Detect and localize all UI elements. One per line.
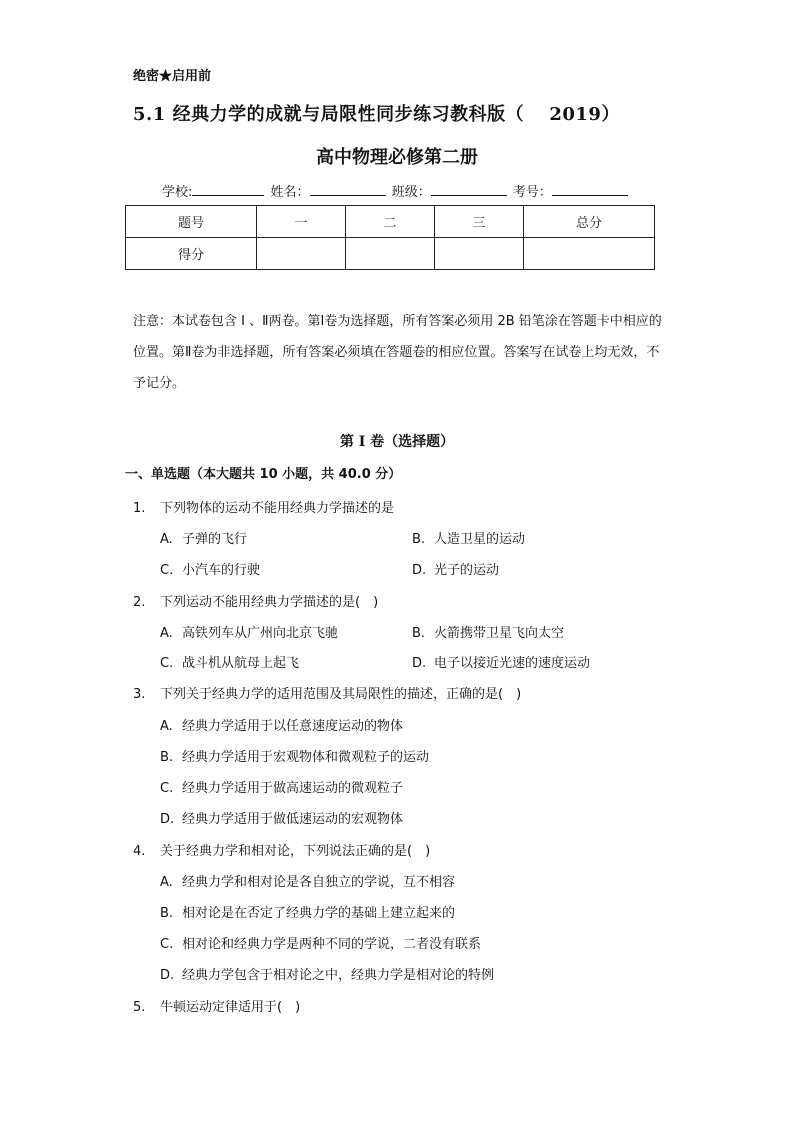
option-c[interactable] [160, 652, 299, 671]
question-3 [133, 683, 521, 702]
option-label: C. [160, 781, 174, 796]
page-subtitle: 高中物理必修第二册 [316, 147, 478, 168]
class-label: 班级： [391, 185, 431, 200]
question-number: 4. [133, 844, 146, 859]
score-cell[interactable] [346, 238, 435, 270]
option-text: 人造卫星的运动 [434, 532, 526, 547]
option-c[interactable] [160, 933, 481, 952]
table-cell: 题号 [126, 206, 257, 238]
table-cell: 总分 [524, 206, 655, 238]
table-cell: 二 [346, 206, 435, 238]
option-b[interactable] [412, 528, 525, 547]
option-label: C. [160, 937, 174, 952]
score-table [125, 205, 655, 270]
option-label: B. [160, 750, 174, 765]
option-text: 经典力学适用于做高速运动的微观粒子 [182, 781, 404, 796]
notice-text: 注意：本试卷包含 Ⅰ 、Ⅱ两卷。第Ⅰ卷为选择题，所有答案必须用 2B 铅笔涂在答题卡中相应的位置。第Ⅱ卷为非选择题，所有答案必须填在答题卷的相应位置。答案写在试卷上均无效，不予记分。 [133, 314, 662, 391]
score-cell[interactable] [257, 238, 346, 270]
section-title: 第 I 卷（选择题） [339, 434, 455, 450]
option-b[interactable] [160, 746, 429, 765]
option-label: D. [412, 563, 427, 578]
class-field[interactable] [431, 183, 507, 196]
option-text: 火箭携带卫星飞向太空 [434, 626, 565, 641]
option-text: 经典力学适用于做低速运动的宏观物体 [182, 812, 404, 827]
name-label: 姓名： [270, 185, 310, 200]
table-cell: 三 [435, 206, 524, 238]
option-label: C. [160, 656, 174, 671]
question-number: 5. [133, 1000, 146, 1015]
question-2 [133, 591, 378, 610]
option-a[interactable] [160, 871, 455, 890]
option-a[interactable] [160, 715, 403, 734]
option-text: 战斗机从航母上起飞 [182, 656, 300, 671]
school-field[interactable] [192, 183, 264, 196]
page-title: 5.1 经典力学的成就与局限性同步练习教科版（ 2019） [133, 104, 620, 125]
question-5 [133, 996, 300, 1015]
option-label: A. [160, 719, 173, 734]
option-label: A. [160, 875, 173, 890]
option-text: 电子以接近光速的速度运动 [434, 656, 591, 671]
option-label: B. [160, 906, 174, 921]
student-info-line [162, 181, 630, 200]
option-text: 子弹的飞行 [182, 532, 248, 547]
option-text: 相对论和经典力学是两种不同的学说，二者没有联系 [182, 937, 482, 952]
table-cell: 一 [257, 206, 346, 238]
option-label: D. [160, 812, 175, 827]
question-number: 3. [133, 687, 146, 702]
option-text: 相对论是在否定了经典力学的基础上建立起来的 [182, 906, 456, 921]
option-d[interactable] [160, 964, 494, 983]
exam-no-label: 考号： [512, 185, 552, 200]
option-text: 光子的运动 [434, 563, 500, 578]
question-text: 关于经典力学和相对论，下列说法正确的是( ) [160, 844, 431, 859]
question-text: 下列运动不能用经典力学描述的是( ) [160, 595, 379, 610]
option-b[interactable] [412, 622, 564, 641]
question-text: 牛顿运动定律适用于( ) [160, 1000, 301, 1015]
score-table-score-row [126, 238, 655, 270]
option-label: B. [412, 626, 426, 641]
question-1 [133, 497, 394, 516]
option-a[interactable] [160, 528, 247, 547]
option-d[interactable] [412, 559, 499, 578]
option-label: D. [412, 656, 427, 671]
option-c[interactable] [160, 559, 260, 578]
score-table-header-row [126, 206, 655, 238]
exam-no-field[interactable] [552, 183, 628, 196]
option-c[interactable] [160, 777, 403, 796]
table-cell: 得分 [126, 238, 257, 270]
score-cell[interactable] [435, 238, 524, 270]
option-d[interactable] [160, 808, 403, 827]
option-a[interactable] [160, 622, 338, 641]
option-text: 小汽车的行驶 [182, 563, 261, 578]
option-b[interactable] [160, 902, 455, 921]
question-number: 1. [133, 501, 146, 516]
question-4 [133, 840, 430, 859]
option-label: D. [160, 968, 175, 983]
option-text: 经典力学和相对论是各自独立的学说，互不相容 [182, 875, 456, 890]
option-d[interactable] [412, 652, 590, 671]
question-text: 下列关于经典力学的适用范围及其局限性的描述，正确的是( ) [160, 687, 522, 702]
option-text: 经典力学适用于以任意速度运动的物体 [182, 719, 404, 734]
option-label: C. [160, 563, 174, 578]
option-label: A. [160, 532, 173, 547]
score-cell[interactable] [524, 238, 655, 270]
name-field[interactable] [310, 183, 386, 196]
question-number: 2. [133, 595, 146, 610]
school-label: 学校: [162, 185, 193, 200]
option-label: A. [160, 626, 173, 641]
question-text: 下列物体的运动不能用经典力学描述的是 [160, 501, 395, 516]
secret-label: 绝密★启用前 [133, 69, 212, 84]
option-label: B. [412, 532, 426, 547]
option-text: 经典力学适用于宏观物体和微观粒子的运动 [182, 750, 430, 765]
part-title: 一、单选题（本大题共 10 小题，共 40.0 分） [125, 467, 402, 482]
option-text: 经典力学包含于相对论之中，经典力学是相对论的特例 [182, 968, 495, 983]
option-text: 高铁列车从广州向北京飞驰 [182, 626, 339, 641]
